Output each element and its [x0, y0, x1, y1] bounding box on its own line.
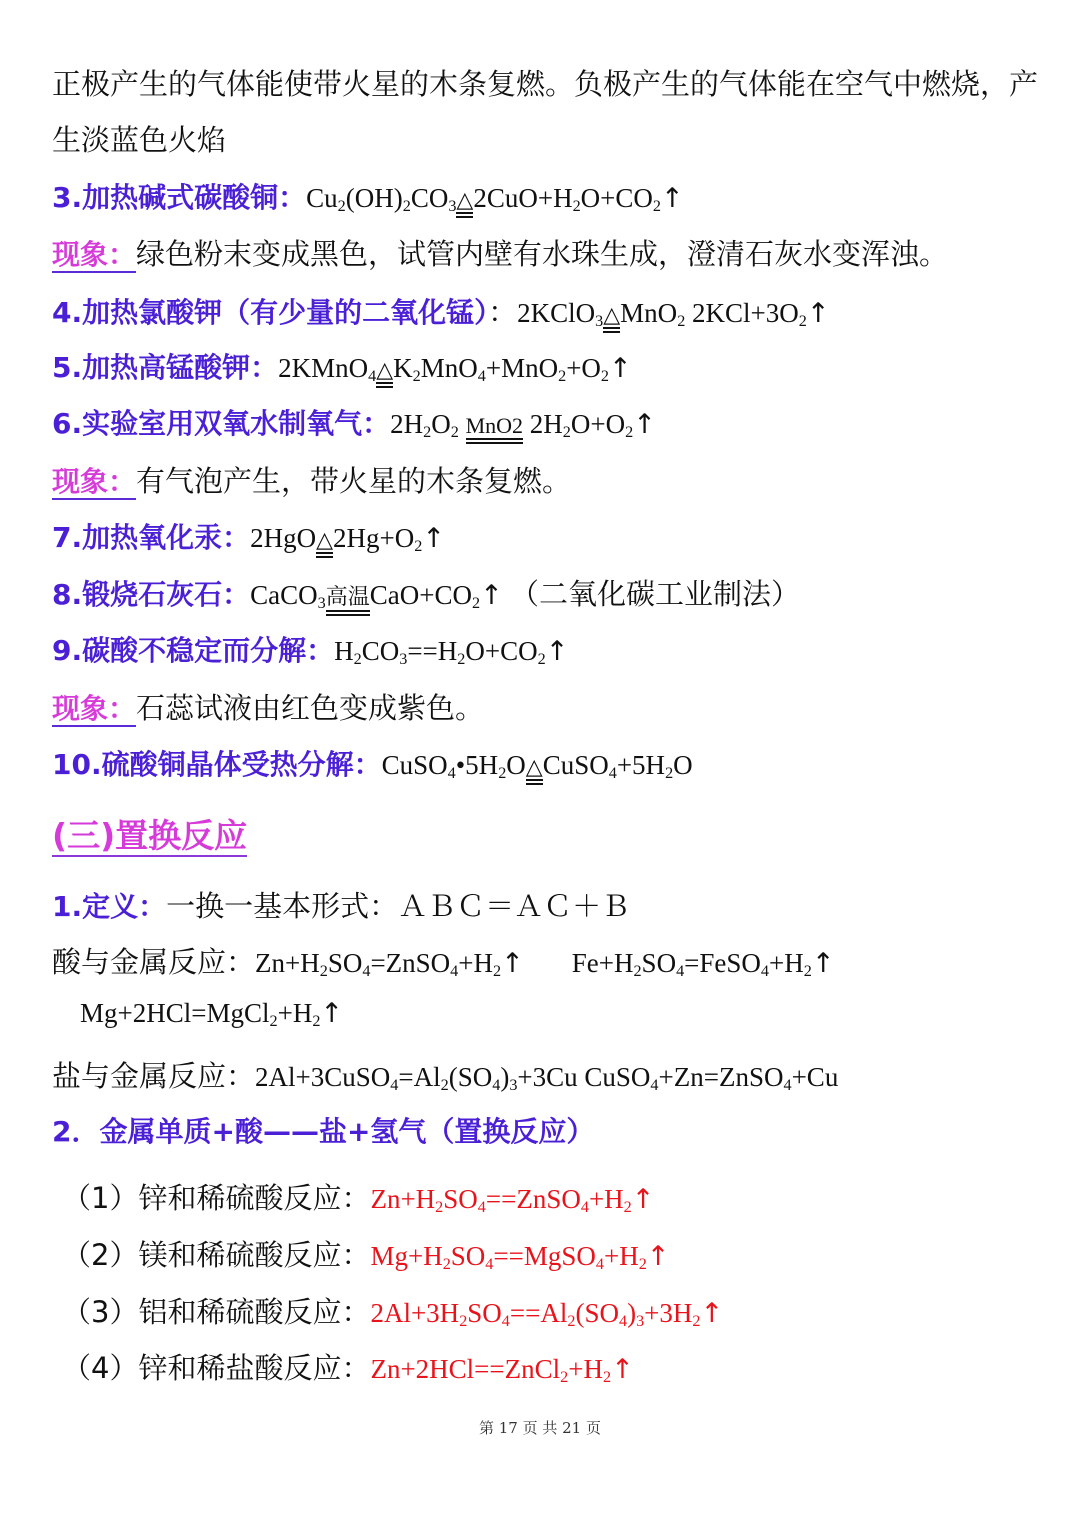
observation-label: 现象： — [52, 692, 137, 725]
reaction-label: （2）镁和稀硫酸反应： — [62, 1238, 371, 1272]
observation-text: 石蕊试液由红色变成紫色。 — [136, 691, 485, 725]
observation-text: 绿色粉末变成黑色，试管内壁有水珠生成，澄清石灰水变浑浊。 — [136, 237, 949, 271]
label: 盐与金属反应： — [52, 1059, 256, 1093]
equation: $Fe+H_2SO_4=FeSO_4+H_2↑$ — [571, 948, 835, 981]
paragraph-line-2 — [52, 118, 226, 159]
label: 酸与金属反应： — [52, 945, 256, 979]
acid-metal-line — [52, 940, 834, 981]
heat-condition: △ — [603, 304, 620, 333]
high-temp-condition: 高温 — [326, 587, 370, 616]
equation: $CuSO_4•5H_2O$ △ $CuSO_4+5H_2O$ — [382, 750, 693, 780]
colon: ： — [488, 295, 518, 329]
heat-condition: △ — [316, 529, 333, 558]
equation: 2KClO$_3$ △ MnO$_2$ $2KCl+3O_2↑$ — [517, 298, 829, 328]
reaction-4 — [62, 1346, 634, 1387]
item-heading: 9.碳酸不稳定而分解： — [52, 634, 335, 667]
page-footer: 第 17 页 共 21 页 — [478, 1419, 601, 1437]
note: （二氧化碳工业制法） — [509, 577, 800, 611]
item-heading: 3.加热碱式碳酸铜： — [52, 181, 307, 214]
item-heading: 7.加热氧化汞： — [52, 521, 251, 554]
paragraph-text: 正极产生的气体能使带火星的木条复燃。负极产生的气体能在空气中燃烧，产 — [52, 67, 1039, 101]
reaction-label: （4）锌和稀盐酸反应： — [62, 1351, 371, 1385]
equation: $Mg+2HCl=MgCl_2+H_2↑$ — [80, 998, 344, 1031]
item-3 — [52, 176, 684, 218]
item-heading: 5.加热高锰酸钾： — [52, 351, 279, 384]
reaction-2 — [62, 1233, 669, 1274]
equation: $Zn+H_2SO_4=ZnSO_4+H_2↑$ — [255, 948, 524, 981]
heat-condition: △ — [456, 189, 473, 218]
item-5 — [52, 346, 632, 388]
reaction-label: （3）铝和稀硫酸反应： — [62, 1295, 371, 1329]
equation: $2Al+3CuSO_4=Al_2(SO_4)_3+3Cu$ CuSO$_4$+Zn=ZnSO$_4$+Cu — [255, 1062, 839, 1095]
mno2-condition: MnO2 — [466, 415, 523, 444]
definition — [52, 884, 630, 925]
item-8 — [52, 572, 800, 616]
equation: CaCO$_3$ 高温 $CaO+CO_2↑$ — [250, 580, 503, 610]
equation: $Mg+H_2SO_4==MgSO_4+H_2↑$ — [370, 1241, 670, 1274]
equation: $2H_2O_2$ MnO2 $2H_2O+O_2↑$ — [390, 409, 656, 439]
item-heading: 2．金属单质+酸——盐+氢气（置换反应） — [52, 1115, 595, 1148]
observation-1 — [52, 232, 948, 273]
item-heading: 6.实验室用双氧水制氧气： — [52, 407, 391, 440]
equation: $2Al+3H_2SO_4==Al_2(SO_4)_3+3H_2↑$ — [370, 1298, 724, 1331]
item-7 — [52, 516, 445, 558]
equation: 2KMnO$_4$ △ $K_2MnO_4+MnO_2+O_2↑$ — [278, 353, 632, 383]
item-10 — [52, 743, 693, 785]
equation: $Cu_2(OH)_2CO_3$ △ $2CuO+H_2O+CO_2↑$ — [306, 183, 684, 213]
acid-metal-line-2 — [80, 997, 343, 1031]
observation-2 — [52, 459, 571, 500]
salt-metal-line — [52, 1054, 838, 1095]
item-9 — [52, 629, 568, 669]
section-heading — [52, 810, 247, 857]
heat-condition: △ — [526, 756, 543, 785]
paragraph-line-1 — [52, 62, 1038, 103]
equation: $Zn+2HCl==ZnCl_2+H_2↑$ — [370, 1354, 634, 1387]
observation-3 — [52, 686, 484, 727]
equation: $Zn+H_2SO_4==ZnSO_4+H_2↑$ — [370, 1184, 655, 1217]
definition-text: 一换一基本形式：ＡＢＣ＝ＡＣ＋Ｂ — [166, 889, 631, 923]
observation-label: 现象： — [52, 465, 137, 498]
section-title: (三)置换反应 — [52, 816, 248, 855]
reaction-3 — [62, 1290, 723, 1331]
item-heading: 8.锻烧石灰石： — [52, 578, 251, 611]
item-6 — [52, 402, 656, 444]
item-heading: 1.定义： — [52, 890, 167, 923]
heat-condition: △ — [376, 359, 393, 388]
item-heading: 10.硫酸铜晶体受热分解： — [52, 748, 382, 781]
item-4 — [52, 290, 829, 333]
reaction-label: （1）锌和稀硫酸反应： — [62, 1181, 371, 1215]
item-2-heading — [52, 1110, 594, 1150]
observation-text: 有气泡产生，带火星的木条复燃。 — [136, 464, 572, 498]
observation-label: 现象： — [52, 238, 137, 271]
item-heading: 4.加热氯酸钾（有少量的二氧化锰） — [52, 296, 489, 329]
reaction-1 — [62, 1176, 654, 1217]
paragraph-text: 生淡蓝色火焰 — [52, 123, 227, 157]
equation: $H_2CO_3==H_2O+CO_2↑$ — [334, 636, 569, 669]
equation: 2HgO △ $2Hg+O_2↑$ — [250, 523, 445, 553]
